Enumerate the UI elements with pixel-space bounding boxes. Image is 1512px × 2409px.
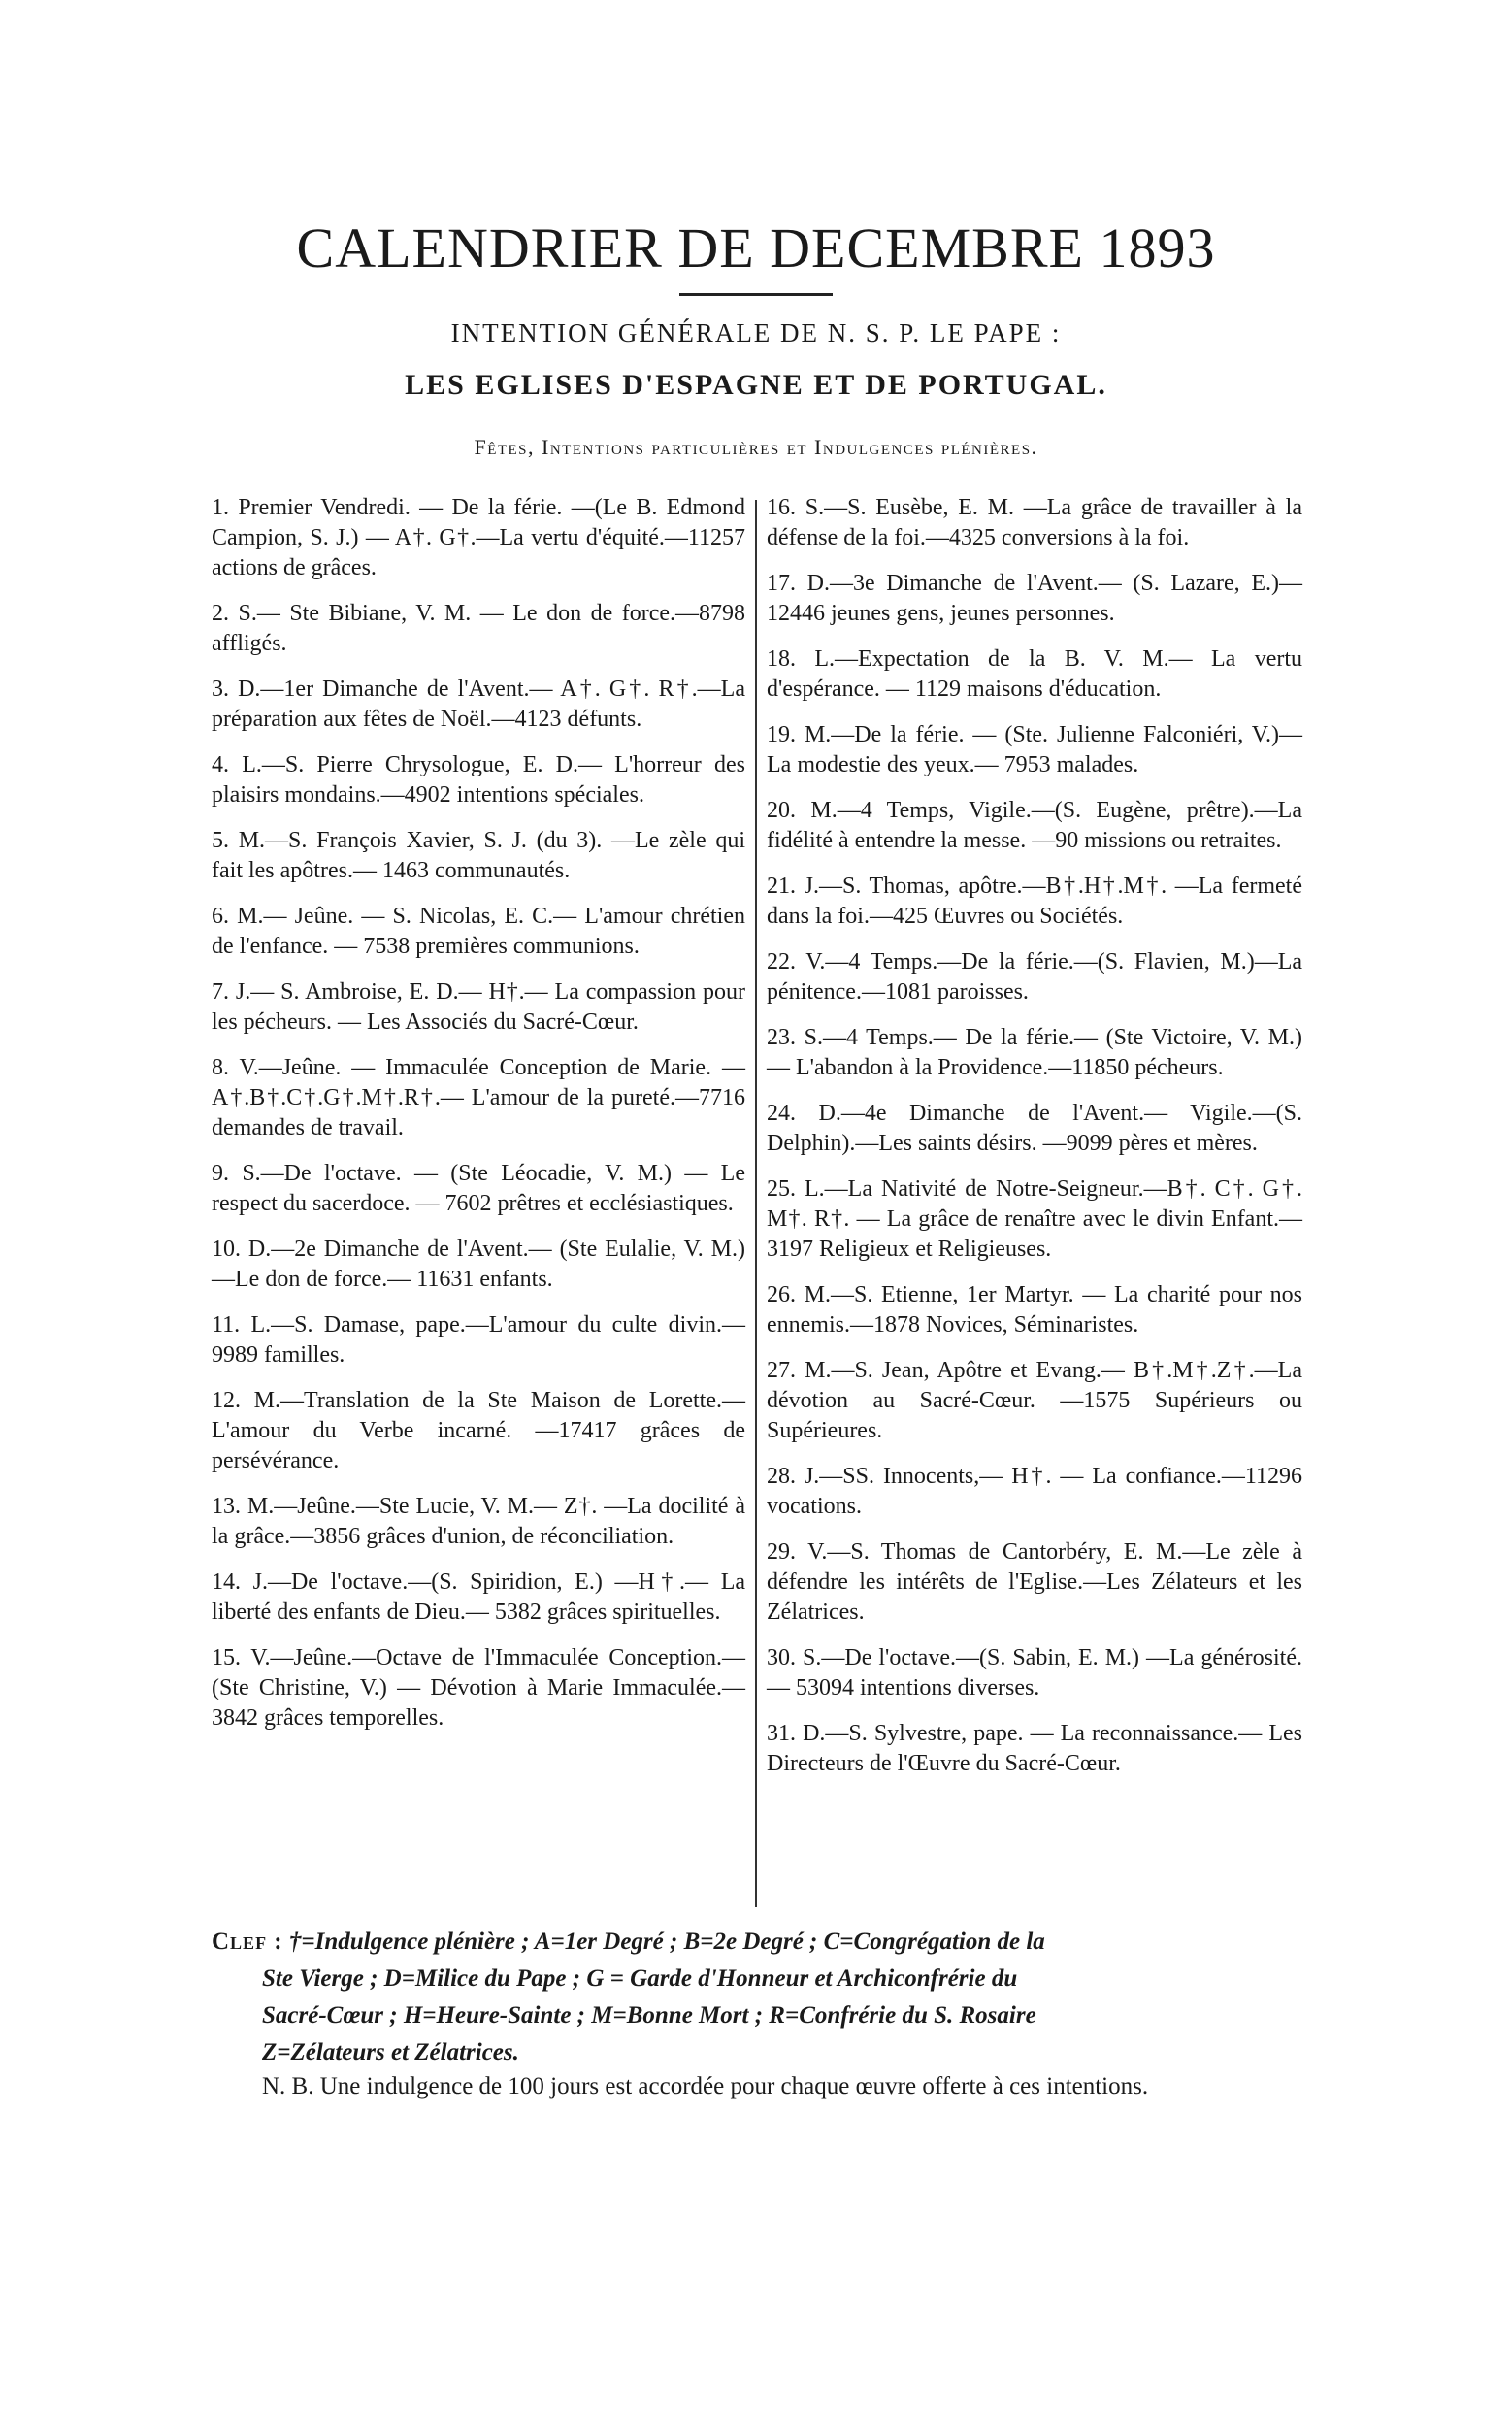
calendar-entry: 8. V.—Jeûne. — Immaculée Conception de Marie. — A†.B†.C†.G†.M†.R†.— L'amour de la pureté.—7716 demandes de travail.: [212, 1055, 745, 1140]
calendar-entry: 23. S.—4 Temps.— De la férie.— (Ste Victoire, V. M.) — L'abandon à la Providence.—11850 pécheurs.: [767, 1025, 1302, 1080]
title-rule: [679, 293, 833, 296]
key-line: Sacré-Cœur ; H=Heure-Sainte ; M=Bonne Mort ; R=Confrérie du S. Rosaire: [262, 2002, 1036, 2029]
calendar-entry: 20. M.—4 Temps, Vigile.—(S. Eugène, prêtre).—La fidélité à entendre la messe. —90 missions ou retraites.: [767, 798, 1302, 853]
general-intention: INTENTION GÉNÉRALE DE N. S. P. LE PAPE :: [450, 318, 1062, 347]
calendar-entry: 21. J.—S. Thomas, apôtre.—B†.H†.M†. —La fermeté dans la foi.—425 Œuvres ou Sociétés.: [767, 874, 1302, 929]
calendar-entry: 28. J.—SS. Innocents,— H†. — La confiance.—11296 vocations.: [767, 1464, 1302, 1519]
calendar-entry: 4. L.—S. Pierre Chrysologue, E. D.— L'horreur des plaisirs mondains.—4902 intentions spéciales.: [212, 752, 745, 808]
calendar-entry: 6. M.— Jeûne. — S. Nicolas, E. C.— L'amour chrétien de l'enfance. — 7538 premières communions.: [212, 904, 745, 959]
column-divider: [755, 500, 757, 1907]
key-legend: [212, 1924, 1302, 2071]
calendar-column-left: [212, 493, 745, 1749]
calendar-entry: 22. V.—4 Temps.—De la férie.—(S. Flavien, M.)—La pénitence.—1081 paroisses.: [767, 949, 1302, 1005]
calendar-entry: 26. M.—S. Etienne, 1er Martyr. — La charité pour nos ennemis.—1878 Novices, Séminaristes.: [767, 1282, 1302, 1337]
calendar-entry: 2. S.— Ste Bibiane, V. M. — Le don de force.—8798 affligés.: [212, 601, 745, 656]
calendar-entry: 11. L.—S. Damase, pape.—L'amour du culte divin.—9989 familles.: [212, 1312, 745, 1368]
nota-bene: N. B. Une indulgence de 100 jours est accordée pour chaque œuvre offerte à ces intentions.: [262, 2073, 1149, 2099]
calendar-entry: 15. V.—Jeûne.—Octave de l'Immaculée Conception.—(Ste Christine, V.) — Dévotion à Marie Immaculée.— 3842 grâces temporelles.: [212, 1645, 745, 1731]
fetes-heading: Fêtes, Intentions particulières et Indulgences plénières.: [474, 435, 1038, 459]
calendar-entry: 19. M.—De la férie. — (Ste. Julienne Falconiéri, V.)—La modestie des yeux.— 7953 malades.: [767, 722, 1302, 777]
calendar-entry: 3. D.—1er Dimanche de l'Avent.— A†. G†. R†.—La préparation aux fêtes de Noël.—4123 défunts.: [212, 676, 745, 732]
intention-subject: LES EGLISES D'ESPAGNE ET DE PORTUGAL.: [405, 369, 1107, 401]
calendar-entry: 13. M.—Jeûne.—Ste Lucie, V. M.— Z†. —La docilité à la grâce.—3856 grâces d'union, de réconciliation.: [212, 1494, 745, 1549]
calendar-entry: 1. Premier Vendredi. — De la férie. —(Le B. Edmond Campion, S. J.) — A†. G†.—La vertu d'équité.—11257 actions de grâces.: [212, 495, 745, 580]
calendar-entry: 29. V.—S. Thomas de Cantorbéry, E. M.—Le zèle à défendre les intérêts de l'Eglise.—Les Zélateurs et les Zélatrices.: [767, 1539, 1302, 1625]
calendar-entry: 5. M.—S. François Xavier, S. J. (du 3). —Le zèle qui fait les apôtres.— 1463 communautés.: [212, 828, 745, 883]
key-line: †=Indulgence plénière ; A=1er Degré ; B=2e Degré ; C=Congrégation de la: [288, 1929, 1045, 1955]
calendar-entry: 12. M.—Translation de la Ste Maison de Lorette.— L'amour du Verbe incarné. —17417 grâces de persévérance.: [212, 1388, 745, 1473]
page-title: CALENDRIER DE DECEMBRE 1893: [296, 216, 1216, 280]
calendar-entry: 18. L.—Expectation de la B. V. M.— La vertu d'espérance. — 1129 maisons d'éducation.: [767, 646, 1302, 702]
key-line: Ste Vierge ; D=Milice du Pape ; G = Garde d'Honneur et Archiconfrérie du: [262, 1965, 1018, 1992]
calendar-entry: 16. S.—S. Eusèbe, E. M. —La grâce de travailler à la défense de la foi.—4325 conversions à la foi.: [767, 495, 1302, 550]
calendar-entry: 10. D.—2e Dimanche de l'Avent.— (Ste Eulalie, V. M.) —Le don de force.— 11631 enfants.: [212, 1237, 745, 1292]
calendar-entry: 30. S.—De l'octave.—(S. Sabin, E. M.) —La générosité.— 53094 intentions diverses.: [767, 1645, 1302, 1700]
calendar-entry: 24. D.—4e Dimanche de l'Avent.— Vigile.—(S. Delphin).—Les saints désirs. —9099 pères et mères.: [767, 1101, 1302, 1156]
key-label: Clef :: [212, 1929, 283, 1955]
key-line: Z=Zélateurs et Zélatrices.: [262, 2039, 519, 2065]
calendar-entry: 7. J.— S. Ambroise, E. D.— H†.— La compassion pour les pécheurs. — Les Associés du Sacré-Cœur.: [212, 979, 745, 1035]
calendar-entry: 31. D.—S. Sylvestre, pape. — La reconnaissance.— Les Directeurs de l'Œuvre du Sacré-Cœur.: [767, 1721, 1302, 1776]
calendar-entry: 9. S.—De l'octave. — (Ste Léocadie, V. M.) — Le respect du sacerdoce. — 7602 prêtres et ecclésiastiques.: [212, 1161, 745, 1216]
calendar-entry: 27. M.—S. Jean, Apôtre et Evang.— B†.M†.Z†.—La dévotion au Sacré-Cœur. —1575 Supérieurs ou Supérieures.: [767, 1358, 1302, 1443]
calendar-column-right: [767, 493, 1302, 1795]
calendar-entry: 25. L.—La Nativité de Notre-Seigneur.—B†. C†. G†. M†. R†. — La grâce de renaître avec le divin Enfant.—3197 Religieux et Religieuses.: [767, 1176, 1302, 1262]
calendar-entry: 14. J.—De l'octave.—(S. Spiridion, E.) —H†.— La liberté des enfants de Dieu.— 5382 grâces spirituelles.: [212, 1569, 745, 1625]
calendar-entry: 17. D.—3e Dimanche de l'Avent.— (S. Lazare, E.)—12446 jeunes gens, jeunes personnes.: [767, 571, 1302, 626]
